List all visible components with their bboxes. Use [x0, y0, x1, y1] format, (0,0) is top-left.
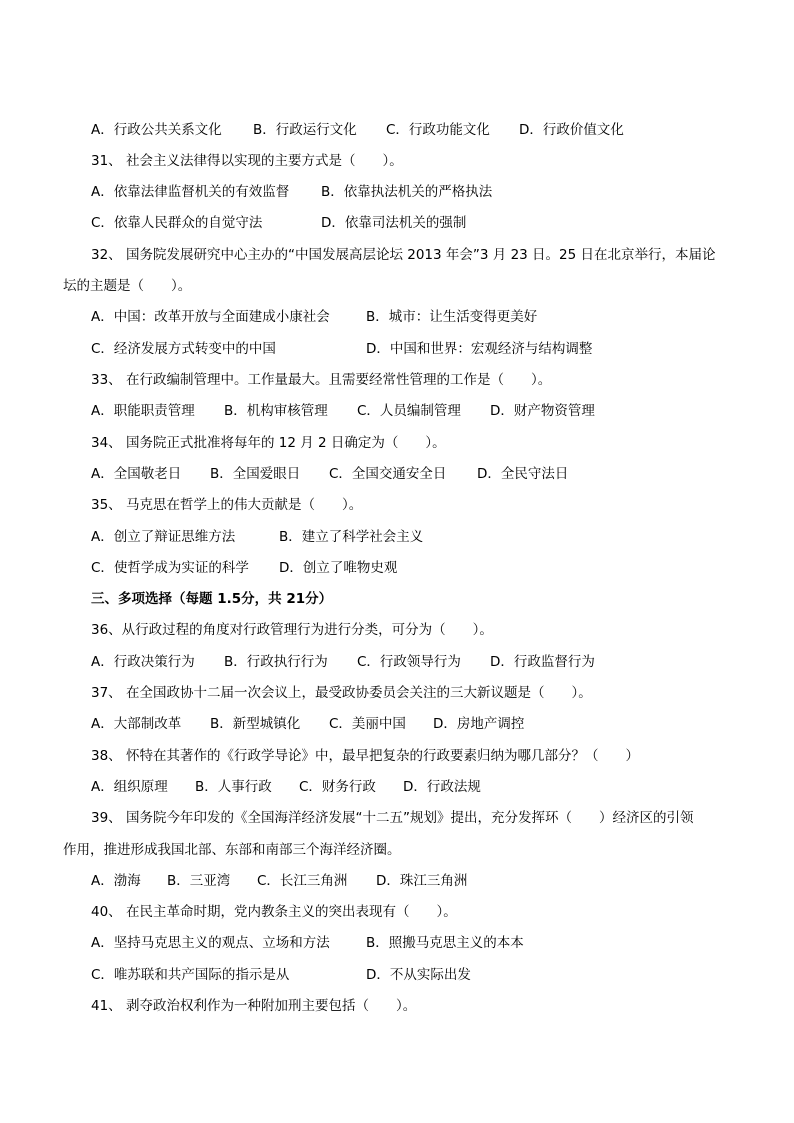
q35-option-a: A．创立了辩证思维方法 [91, 529, 236, 545]
q37-option-c: C．美丽中国 [329, 716, 406, 732]
q33-option-c: C．人员编制管理 [357, 403, 461, 419]
q35-options-row-1 [0, 522, 794, 553]
q37-option-d: D．房地产调控 [433, 716, 525, 732]
q31-option-d: D．依靠司法机关的强制 [321, 215, 467, 231]
q39-text-line-2: 作用，推进形成我国北部、东部和南部三个海洋经济圈。 [63, 842, 401, 858]
q34-option-d: D．全民守法日 [477, 466, 569, 482]
q35-option-d: D．创立了唯物史观 [279, 560, 398, 576]
q34-options-row [0, 459, 794, 490]
q38-option-d: D．行政法规 [403, 779, 481, 795]
q33-option-b: B．机构审核管理 [224, 403, 328, 419]
q38-options-row [0, 772, 794, 803]
q41-text: 41、 剥夺政治权利作为一种附加刑主要包括（ ）。 [91, 998, 417, 1014]
q34-option-a: A．全国敬老日 [91, 466, 182, 482]
q33-option-d: D．财产物资管理 [490, 403, 595, 419]
q35-option-c: C．使哲学成为实证的科学 [91, 560, 249, 576]
q32-option-c: C．经济发展方式转变中的中国 [91, 341, 276, 357]
q32-text-line-2: 坛的主题是（ ）。 [63, 278, 192, 294]
q34-option-b: B．全国爱眼日 [210, 466, 301, 482]
q40-options-row-2 [0, 960, 794, 991]
q37-option-a: A．大部制改革 [91, 716, 182, 732]
q40-option-c: C．唯苏联和共产国际的指示是从 [91, 967, 290, 983]
q32-option-a: A．中国：改革开放与全面建成小康社会 [91, 309, 330, 325]
q40-text: 40、 在民主革命时期，党内教条主义的突出表现有（ ）。 [91, 904, 457, 920]
q30-option-a: A．行政公共关系文化 [91, 122, 222, 138]
q37-option-b: B．新型城镇化 [210, 716, 301, 732]
q31-option-b: B．依靠执法机关的严格执法 [321, 184, 493, 200]
q32-text-line-1: 32、 国务院发展研究中心主办的“中国发展高层论坛 2013 年会”3 月 23 日。25 日在北京举行，本届论 [91, 247, 716, 263]
q30-option-b: B．行政运行文化 [253, 122, 357, 138]
q33-option-a: A．职能职责管理 [91, 403, 195, 419]
q35-option-b: B．建立了科学社会主义 [279, 529, 424, 545]
q39-option-b: B．三亚湾 [167, 873, 231, 889]
section-3-heading: 三、多项选择（每题 1.5分，共 21分） [91, 591, 333, 607]
q35-options-row-2 [0, 553, 794, 584]
q36-option-a: A．行政决策行为 [91, 654, 195, 670]
q34-option-c: C．全国交通安全日 [329, 466, 447, 482]
q39-option-a: A．渤海 [91, 873, 141, 889]
q38-text: 38、 怀特在其著作的《行政学导论》中，最早把复杂的行政要素归纳为哪几部分？（ ） [91, 748, 639, 764]
q32-options-row-1 [0, 302, 794, 333]
q39-text-line-1: 39、 国务院今年印发的《全国海洋经济发展“十二五”规划》提出，充分发挥环（ ）经济区的引领 [91, 810, 694, 826]
q36-options-row [0, 647, 794, 678]
q39-options-row [0, 866, 794, 897]
q39-option-d: D．珠江三角洲 [376, 873, 468, 889]
q33-text: 33、 在行政编制管理中。工作量最大。且需要经常性管理的工作是（ ）。 [91, 372, 552, 388]
q40-option-d: D．不从实际出发 [366, 967, 471, 983]
q37-options-row [0, 709, 794, 740]
q31-option-c: C．依靠人民群众的自觉守法 [91, 215, 263, 231]
q32-options-row-2 [0, 334, 794, 365]
q30-option-c: C．行政功能文化 [386, 122, 490, 138]
q30-option-d: D．行政价值文化 [519, 122, 624, 138]
q37-text: 37、 在全国政协十二届一次会议上，最受政协委员会关注的三大新议题是（ ）。 [91, 685, 592, 701]
q33-options-row [0, 396, 794, 427]
q35-text: 35、 马克思在哲学上的伟大贡献是（ ）。 [91, 497, 363, 513]
q31-text: 31、 社会主义法律得以实现的主要方式是（ ）。 [91, 153, 403, 169]
q31-option-a: A．依靠法律监督机关的有效监督 [91, 184, 290, 200]
q34-text: 34、 国务院正式批准将每年的 12 月 2 日确定为（ ）。 [91, 435, 446, 451]
q31-options-row-2 [0, 208, 794, 239]
q39-option-c: C．长江三角洲 [257, 873, 348, 889]
q31-options-row-1 [0, 177, 794, 208]
q36-option-c: C．行政领导行为 [357, 654, 461, 670]
q38-option-b: B．人事行政 [195, 779, 272, 795]
q36-text: 36、从行政过程的角度对行政管理行为进行分类，可分为（ ）。 [91, 622, 493, 638]
q38-option-a: A．组织原理 [91, 779, 168, 795]
q36-option-d: D．行政监督行为 [490, 654, 595, 670]
q38-option-c: C．财务行政 [299, 779, 376, 795]
q36-option-b: B．行政执行行为 [224, 654, 328, 670]
q40-options-row-1 [0, 928, 794, 959]
q30-options-row [0, 115, 794, 146]
q40-option-b: B．照搬马克思主义的本本 [366, 935, 524, 951]
q32-option-b: B．城市：让生活变得更美好 [366, 309, 538, 325]
q40-option-a: A．坚持马克思主义的观点、立场和方法 [91, 935, 330, 951]
q32-option-d: D．中国和世界：宏观经济与结构调整 [366, 341, 593, 357]
